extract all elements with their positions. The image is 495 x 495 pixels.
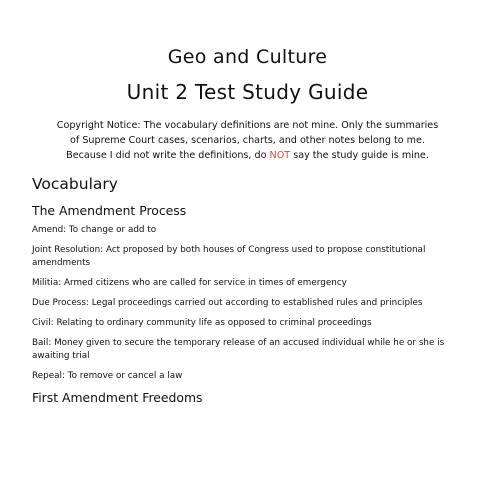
amendment-process-heading: The Amendment Process [32, 203, 187, 218]
vocab-entry-civil: Civil: Relating to ordinary community life as opposed to criminal proceedings [32, 318, 372, 328]
page-subtitle: Unit 2 Test Study Guide [126, 80, 369, 104]
vocabulary-list [32, 224, 463, 383]
page-title: Geo and Culture [167, 46, 328, 68]
vocab-entry-militia: Militia: Armed citizens who are called for service in times of emergency [32, 278, 347, 288]
notice-text-before: Copyright Notice: The vocabulary definitions are not mine. Only the summaries of Supreme Court cases, scenarios, charts, and other notes belong to me. Because I did not write the definitions, do [56, 120, 439, 161]
vocab-entry-bail: Bail: Money given to secure the temporary release of an accused individual while he or she is awaiting trial [32, 338, 445, 361]
vocabulary-heading: Vocabulary [32, 175, 118, 193]
vocab-entry-joint-resolution: Joint Resolution: Act proposed by both houses of Congress used to propose constitutional amendments [32, 245, 426, 268]
first-amendment-heading: First Amendment Freedoms [32, 390, 203, 405]
copyright-notice [54, 118, 441, 163]
vocab-entry-repeal: Repeal: To remove or cancel a law [32, 371, 183, 381]
notice-text-after: say the study guide is mine. [290, 150, 429, 161]
notice-emphasis: NOT [269, 150, 291, 161]
vocab-entry-due-process: Due Process: Legal proceedings carried out according to established rules and principles [32, 298, 423, 308]
vocab-entry-amend: Amend: To change or add to [32, 225, 157, 235]
